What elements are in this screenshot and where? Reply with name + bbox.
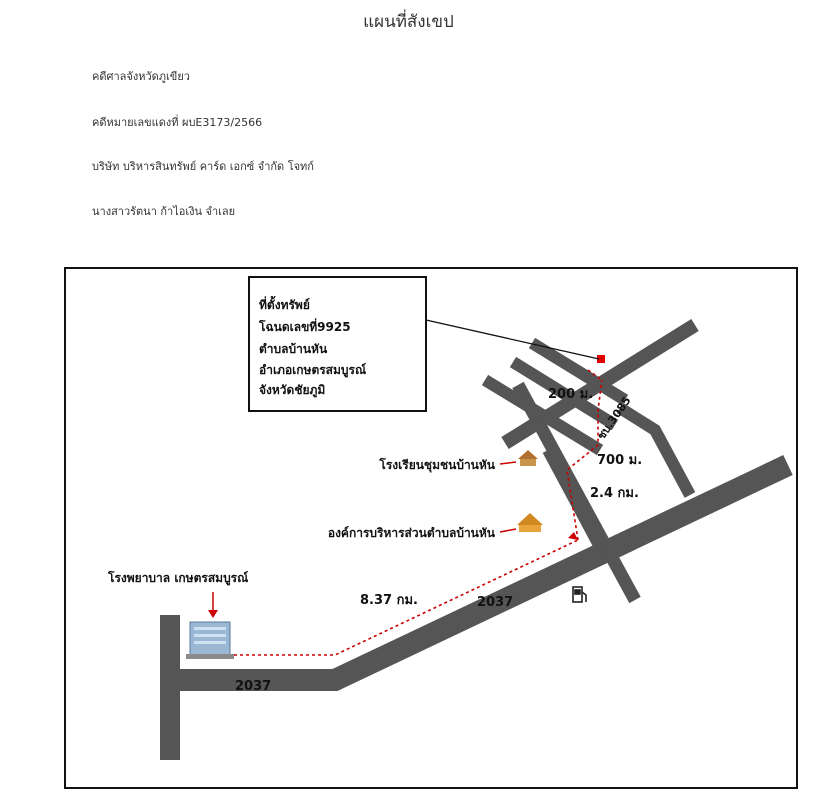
property-box-line-4: อำเภอเกษตรสมบูรณ์ [259,363,367,377]
plaintiff-line: บริษัท บริหารสินทรัพย์ คาร์ด เอกซ์ จำกัด โจทก์ [92,160,314,173]
case-number-line: คดีหมายเลขแดงที่ ผบE3173/2566 [92,116,263,129]
sao-arrow [500,529,516,532]
distance-200m: 200 ม. [548,387,594,402]
hospital-building-icon [186,622,234,659]
school-icon [518,450,538,466]
school-arrow [500,462,516,464]
gas-station-icon [573,587,586,602]
distance-8-37km: 8.37 กม. [360,593,418,608]
school-label: โรงเรียนชุมชนบ้านหัน [379,458,495,472]
property-box-line-1: ที่ตั้งทรัพย์ [259,298,310,312]
property-box-line-3: ตำบลบ้านหัน [259,342,328,356]
road-label-soi: ชบ.3085 [594,394,634,443]
sao-icon [517,513,543,532]
road-label-2037-left: 2037 [235,679,272,694]
callout-line [426,320,599,359]
road-right-branch [620,408,690,495]
property-box-line-5: จังหวัดชัยภูมิ [259,383,326,397]
document-title: แผนที่สังเขป [363,12,454,32]
road-label-2037-main: 2037 [477,595,514,610]
court-line: คดีศาลจังหวัดภูเขียว [92,70,190,83]
sao-label: องค์การบริหารส่วนตำบลบ้านหัน [327,526,495,540]
distance-2-4km: 2.4 กม. [590,486,639,501]
hospital-arrow-head [208,610,218,618]
property-box-line-2: โฉนดเลขที่9925 [259,320,351,334]
distance-700m: 700 ม. [597,453,643,468]
hospital-label: โรงพยาบาล เกษตรสมบูรณ์ [108,571,249,585]
road-2037-main [170,465,788,680]
defendant-line: นางสาวรัตนา ก้าไอเงิน จำเลย [92,205,236,218]
